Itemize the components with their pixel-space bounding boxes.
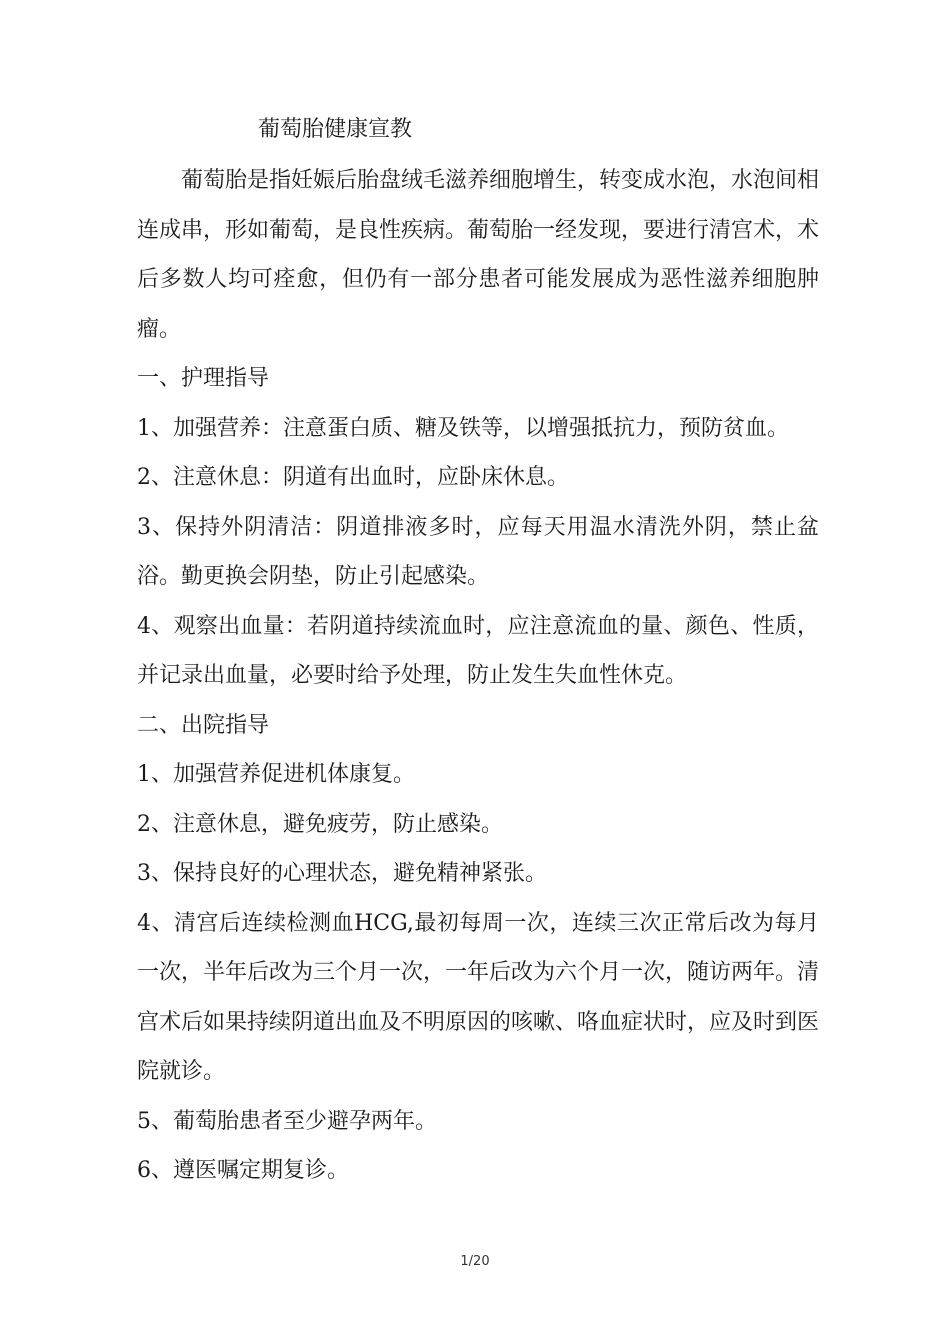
- page-number: 1/20: [460, 1254, 490, 1269]
- nursing-item-3: 3、保持外阴清洁：阴道排液多时，应每天用温水清洗外阴，禁止盆浴。勤更换会阴垫，防止引起感染。: [137, 514, 819, 589]
- section-heading-nursing: 一、护理指导: [137, 366, 270, 391]
- document-body: [137, 110, 819, 1196]
- nursing-item-4: 4、观察出血量：若阴道持续流血时，应注意流血的量、颜色、性质，并记录出血量，必要时给予处理，防止发生失血性休克。: [137, 613, 819, 688]
- discharge-item-2: 2、注意休息，避免疲劳，防止感染。: [137, 811, 503, 837]
- discharge-item-3: 3、保持良好的心理状态，避免精神紧张。: [137, 861, 547, 886]
- intro-paragraph: 葡萄胎是指妊娠后胎盘绒毛滋养细胞增生，转变成水泡，水泡间相连成串，形如葡萄，是良性疾病。葡萄胎一经发现，要进行清宫术，术后多数人均可痊愈，但仍有一部分患者可能发展成为恶性滋养细胞肿瘤。: [137, 168, 820, 342]
- nursing-item-2: 2、注意休息：阴道有出血时，应卧床休息。: [137, 465, 569, 490]
- document-title: 葡萄胎健康宣教: [258, 117, 413, 142]
- section-heading-discharge: 二、出院指导: [137, 712, 270, 738]
- nursing-item-1: 1、加强营养：注意蛋白质、糖及铁等，以增强抵抗力，预防贫血。: [137, 415, 789, 441]
- discharge-item-4: 4、清宫后连续检测血HCG,最初每周一次，连续三次正常后改为每月一次，半年后改为三个月一次，一年后改为六个月一次，随访两年。清宫术后如果持续阴道出血及不明原因的咳嗽、咯血症状时，应及时到医院就诊。: [137, 910, 820, 1084]
- discharge-item-5: 5、葡萄胎患者至少避孕两年。: [137, 1108, 437, 1134]
- discharge-item-1: 1、加强营养促进机体康复。: [137, 762, 415, 787]
- discharge-item-6: 6、遵医嘱定期复诊。: [137, 1158, 349, 1183]
